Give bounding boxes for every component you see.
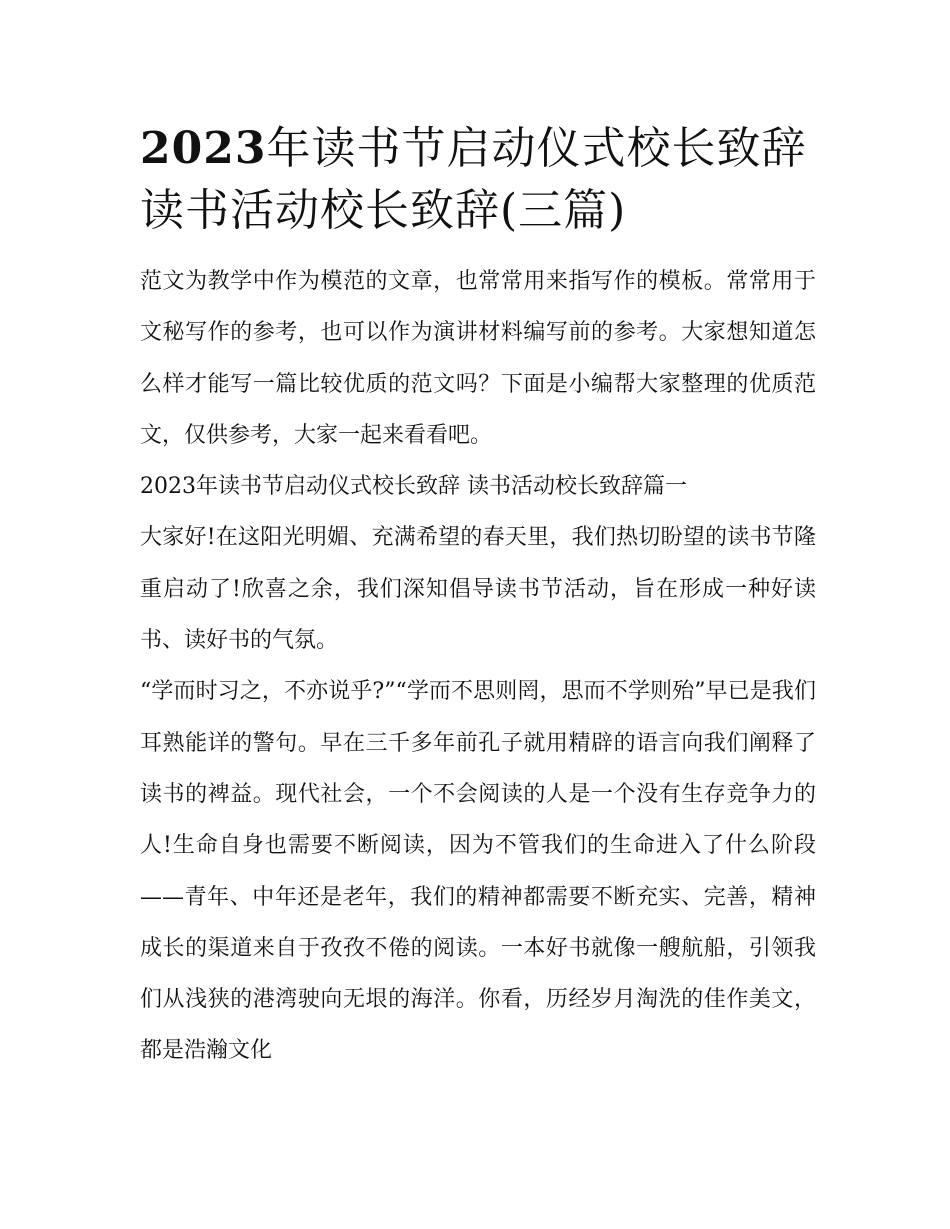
title-text: 年读书节启动仪式校长致辞 读书活动校长致辞(三篇) (140, 123, 807, 236)
greeting-paragraph: 大家好!在这阳光明媚、充满希望的春天里，我们热切盼望的读书节隆重启动了!欣喜之余，我们深知倡导读书节活动，旨在形成一种好读书、读好书的气氛。 (140, 525, 816, 654)
document-body (140, 118, 816, 1077)
intro-paragraph: 范文为教学中作为模范的文章，也常常用来指写作的模板。常常用于文秘写作的参考，也可以作为演讲材料编写前的参考。大家想知道怎么样才能写一篇比较优质的范文吗？下面是小编帮大家整理的优质范文，仅供参考，大家一起来看看吧。 (140, 269, 816, 448)
document-title (140, 118, 816, 242)
section-heading: 2023年读书节启动仪式校长致辞 读书活动校长致辞篇一 (140, 474, 687, 500)
quote-paragraph: “学而时习之，不亦说乎?”“学而不思则罔，思而不学则殆”早已是我们耳熟能详的警句。早在三千多年前孔子就用精辟的语言向我们阐释了读书的裨益。现代社会，一个不会阅读的人是一个没有生存竞争力的人!生命自身也需要不断阅读，因为不管我们的生命进入了什么阶段——青年、中年还是老年，我们的精神都需要不断充实、完善，精神成长的渠道来自于孜孜不倦的阅读。一本好书就像一艘航船，引领我们从浅狭的港湾驶向无垠的海洋。你看，历经岁月淘洗的佳作美文，都是浩瀚文化 (140, 679, 816, 1064)
title-year: 2023 (140, 123, 267, 174)
